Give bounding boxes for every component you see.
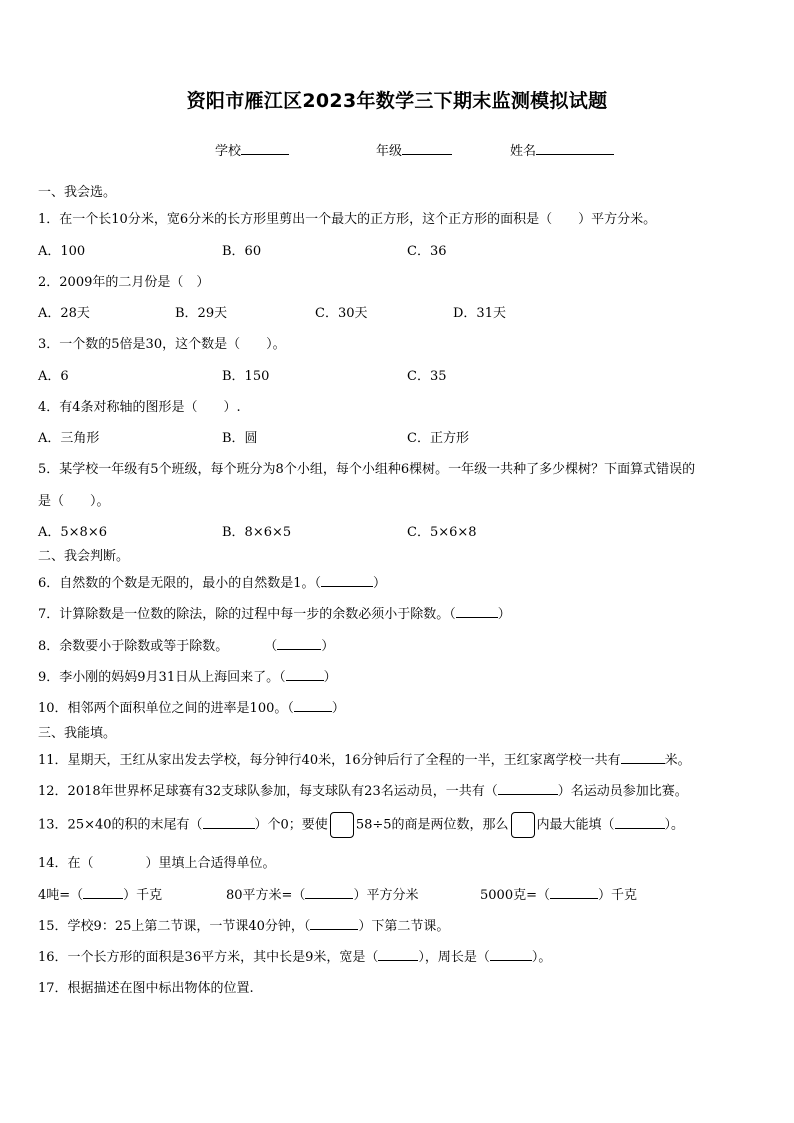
q13-part-d: 内最大能填（ (536, 817, 615, 833)
q16-answer-blank-1[interactable] (378, 947, 418, 961)
q5-option-a[interactable]: A．5×8×6 (38, 525, 107, 540)
q5-option-b[interactable]: B．8×6×5 (222, 525, 292, 540)
name-blank[interactable] (536, 140, 614, 155)
q4-option-b[interactable]: B．圆 (222, 431, 258, 446)
q15-part-a: 15．学校9：25上第二节课，一节课40分钟，（ (38, 919, 311, 934)
question-9 (38, 666, 337, 685)
q13-answer-blank-2[interactable] (615, 815, 665, 829)
q2-option-b[interactable]: B．29天 (175, 306, 228, 321)
q8-answer-blank[interactable] (277, 636, 321, 650)
q14-item-2 (226, 884, 418, 903)
q6-answer-blank[interactable] (321, 573, 373, 587)
name-label: 姓名 (510, 144, 537, 159)
question-6 (38, 572, 386, 591)
q14-item-3-blank[interactable] (550, 885, 598, 899)
q7-answer-blank[interactable] (456, 604, 498, 618)
q3-option-a[interactable]: A．6 (38, 369, 69, 384)
question-1: 1．在一个长10分米，宽6分米的长方形里剪出一个最大的正方形，这个正方形的面积是（ ）平方分米。 (38, 212, 657, 227)
q14-item-3-text: 5000克=（ (480, 888, 550, 903)
question-13 (38, 812, 684, 838)
grade-field (376, 140, 452, 159)
section-heading-choice: 一、我会选。 (38, 185, 117, 200)
school-label: 学校 (215, 144, 242, 159)
grade-blank[interactable] (402, 140, 452, 155)
question-10 (38, 697, 345, 716)
question-17: 17．根据描述在图中标出物体的位置. (38, 981, 254, 996)
q9-end: ） (323, 670, 337, 685)
q1-option-a[interactable]: A．100 (38, 244, 86, 259)
grade-label: 年级 (376, 144, 403, 159)
q16-part-b: ），周长是（ (418, 950, 490, 965)
question-3: 3．一个数的5倍是30，这个数是（ ）。 (38, 337, 286, 352)
q9-text: 9．李小刚的妈妈9月31日从上海回来了。（ (38, 670, 286, 685)
q12-answer-blank[interactable] (498, 781, 558, 795)
q5-option-c[interactable]: C．5×6×8 (407, 525, 477, 540)
section-heading-judge: 二、我会判断。 (38, 549, 130, 564)
q14-item-1-text: 4吨=（ (38, 888, 84, 903)
question-8 (38, 635, 334, 654)
school-field (215, 140, 289, 159)
q13-part-e: ）。 (664, 817, 685, 833)
q4-option-a[interactable]: A．三角形 (38, 431, 100, 446)
q13-part-b: ）个0；要使 (254, 817, 328, 833)
q14-item-1-unit: ）千克 (123, 888, 163, 903)
question-5-line-1: 5．某学校一年级有5个班级，每个班分为8个小组，每个小组种6棵树。一年级一共种了多少棵树？下面算式错误的 (38, 462, 696, 477)
question-2: 2．2009年的二月份是（ ） (38, 275, 210, 290)
q6-text: 6．自然数的个数是无限的，最小的自然数是1。（ (38, 576, 322, 591)
q6-end: ） (373, 576, 387, 591)
question-7 (38, 603, 511, 622)
q10-text: 10．相邻两个面积单位之间的进率是100。（ (38, 701, 294, 716)
question-12 (38, 780, 688, 799)
q14-item-3 (480, 884, 637, 903)
q4-option-c[interactable]: C．正方形 (407, 431, 469, 446)
q15-part-b: ）下第二节课。 (358, 919, 450, 934)
q9-answer-blank[interactable] (286, 667, 324, 681)
q11-text: 11．星期天，王红从家出发去学校，每分钟行40米，16分钟后行了全程的一半，王红家离学校一共有 (38, 753, 621, 768)
page-title: 资阳市雁江区2023年数学三下期末监测模拟试题 (186, 90, 608, 112)
q8-open: （ (264, 639, 278, 654)
q16-part-a: 16．一个长方形的面积是36平方米，其中长是9米，宽是（ (38, 950, 379, 965)
name-field (510, 140, 614, 159)
q16-part-c: ）。 (531, 950, 552, 965)
q16-answer-blank-2[interactable] (490, 947, 532, 961)
q2-option-d[interactable]: D．31天 (453, 306, 506, 321)
question-5-line-2: 是（ ）。 (38, 494, 110, 509)
q14-item-1-blank[interactable] (83, 885, 123, 899)
q7-text: 7．计算除数是一位数的除法，除的过程中每一步的余数必须小于除数。（ (38, 607, 456, 622)
q10-answer-blank[interactable] (294, 698, 332, 712)
q13-answer-blank-1[interactable] (203, 815, 255, 829)
question-16 (38, 946, 551, 965)
q13-digit-box-2[interactable] (511, 812, 535, 838)
q14-item-2-text: 80平方米=（ (226, 888, 306, 903)
q13-part-a: 13．25×40的积的末尾有（ (38, 817, 203, 833)
q7-end: ） (497, 607, 511, 622)
section-heading-fill: 三、我能填。 (38, 726, 117, 741)
q12-text: 12．2018年世界杯足球赛有32支球队参加，每支球队有23名运动员，一共有（ (38, 784, 498, 799)
q11-end: 米。 (664, 753, 691, 768)
q8-text: 8．余数要小于除数或等于除数。 (38, 639, 229, 654)
q11-answer-blank[interactable] (621, 750, 665, 764)
q1-option-b[interactable]: B．60 (222, 244, 262, 259)
q10-end: ） (331, 701, 345, 716)
q14-item-3-unit: ）千克 (597, 888, 637, 903)
q14-item-2-unit: ）平方分米 (353, 888, 419, 903)
q13-part-c: 58÷5的商是两位数，那么 (355, 817, 509, 833)
q15-answer-blank[interactable] (310, 916, 358, 930)
question-11 (38, 749, 691, 768)
school-blank[interactable] (241, 140, 289, 155)
q8-end: ） (321, 639, 335, 654)
q3-option-c[interactable]: C．35 (407, 369, 447, 384)
question-4: 4．有4条对称轴的图形是（ ）. (38, 400, 241, 415)
q2-option-c[interactable]: C．30天 (315, 306, 368, 321)
question-15 (38, 915, 449, 934)
q1-option-c[interactable]: C．36 (407, 244, 447, 259)
q3-option-b[interactable]: B．150 (222, 369, 270, 384)
q2-option-a[interactable]: A．28天 (38, 306, 90, 321)
q14-item-1 (38, 884, 162, 903)
question-14: 14．在（ ）里填上合适得单位。 (38, 856, 276, 871)
q14-item-2-blank[interactable] (305, 885, 353, 899)
q12-end: ）名运动员参加比赛。 (557, 784, 688, 799)
q13-digit-box-1[interactable] (330, 812, 354, 838)
